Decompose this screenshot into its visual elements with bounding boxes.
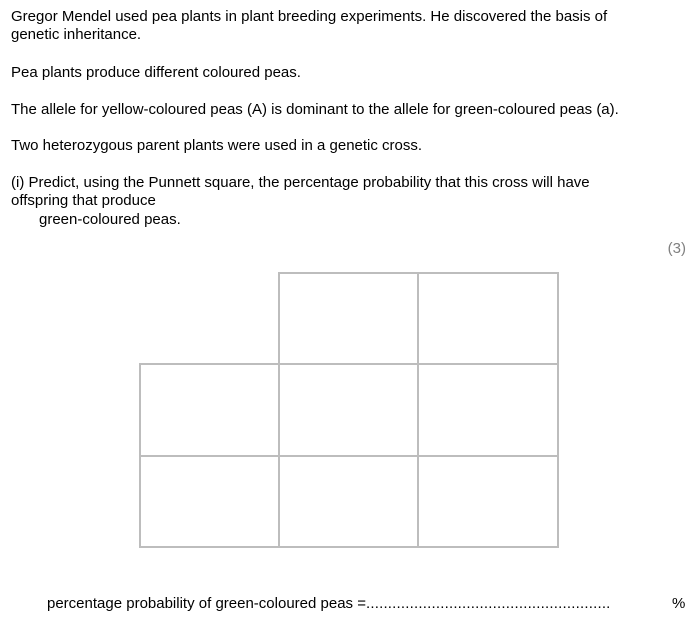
- intro-line-2: genetic inheritance.: [11, 26, 142, 43]
- answer-label: percentage probability of green-coloured peas =: [47, 595, 366, 612]
- question-line-3: green-coloured peas.: [39, 211, 181, 228]
- heterozygous-cross-text: Two heterozygous parent plants were used in a genetic cross.: [11, 137, 423, 154]
- parent-allele-cell-2[interactable]: [417, 272, 559, 365]
- pea-colours-text: Pea plants produce different coloured peas.: [11, 64, 301, 81]
- row-allele-cell-1[interactable]: [139, 363, 280, 457]
- offspring-cell-1-1[interactable]: [278, 363, 419, 457]
- offspring-cell-1-2[interactable]: [417, 363, 559, 457]
- question-line-2: offspring that produce: [11, 192, 156, 209]
- marks-label: (3): [667, 240, 686, 257]
- offspring-cell-2-1[interactable]: [278, 455, 419, 548]
- answer-line: [47, 595, 611, 613]
- percent-unit: %: [672, 595, 686, 612]
- row-allele-cell-2[interactable]: [139, 455, 280, 548]
- question-line-1: (i) Predict, using the Punnett square, the percentage probability that this cross will have: [11, 174, 590, 191]
- offspring-cell-2-2[interactable]: [417, 455, 559, 548]
- intro-line-1: Gregor Mendel used pea plants in plant breeding experiments. He discovered the basis of: [11, 8, 608, 25]
- answer-blank[interactable]: ........................................................: [365, 595, 611, 612]
- allele-dominance-text: The allele for yellow-coloured peas (A) is dominant to the allele for green-coloured peas (a).: [11, 101, 619, 118]
- parent-allele-cell-1[interactable]: [278, 272, 419, 365]
